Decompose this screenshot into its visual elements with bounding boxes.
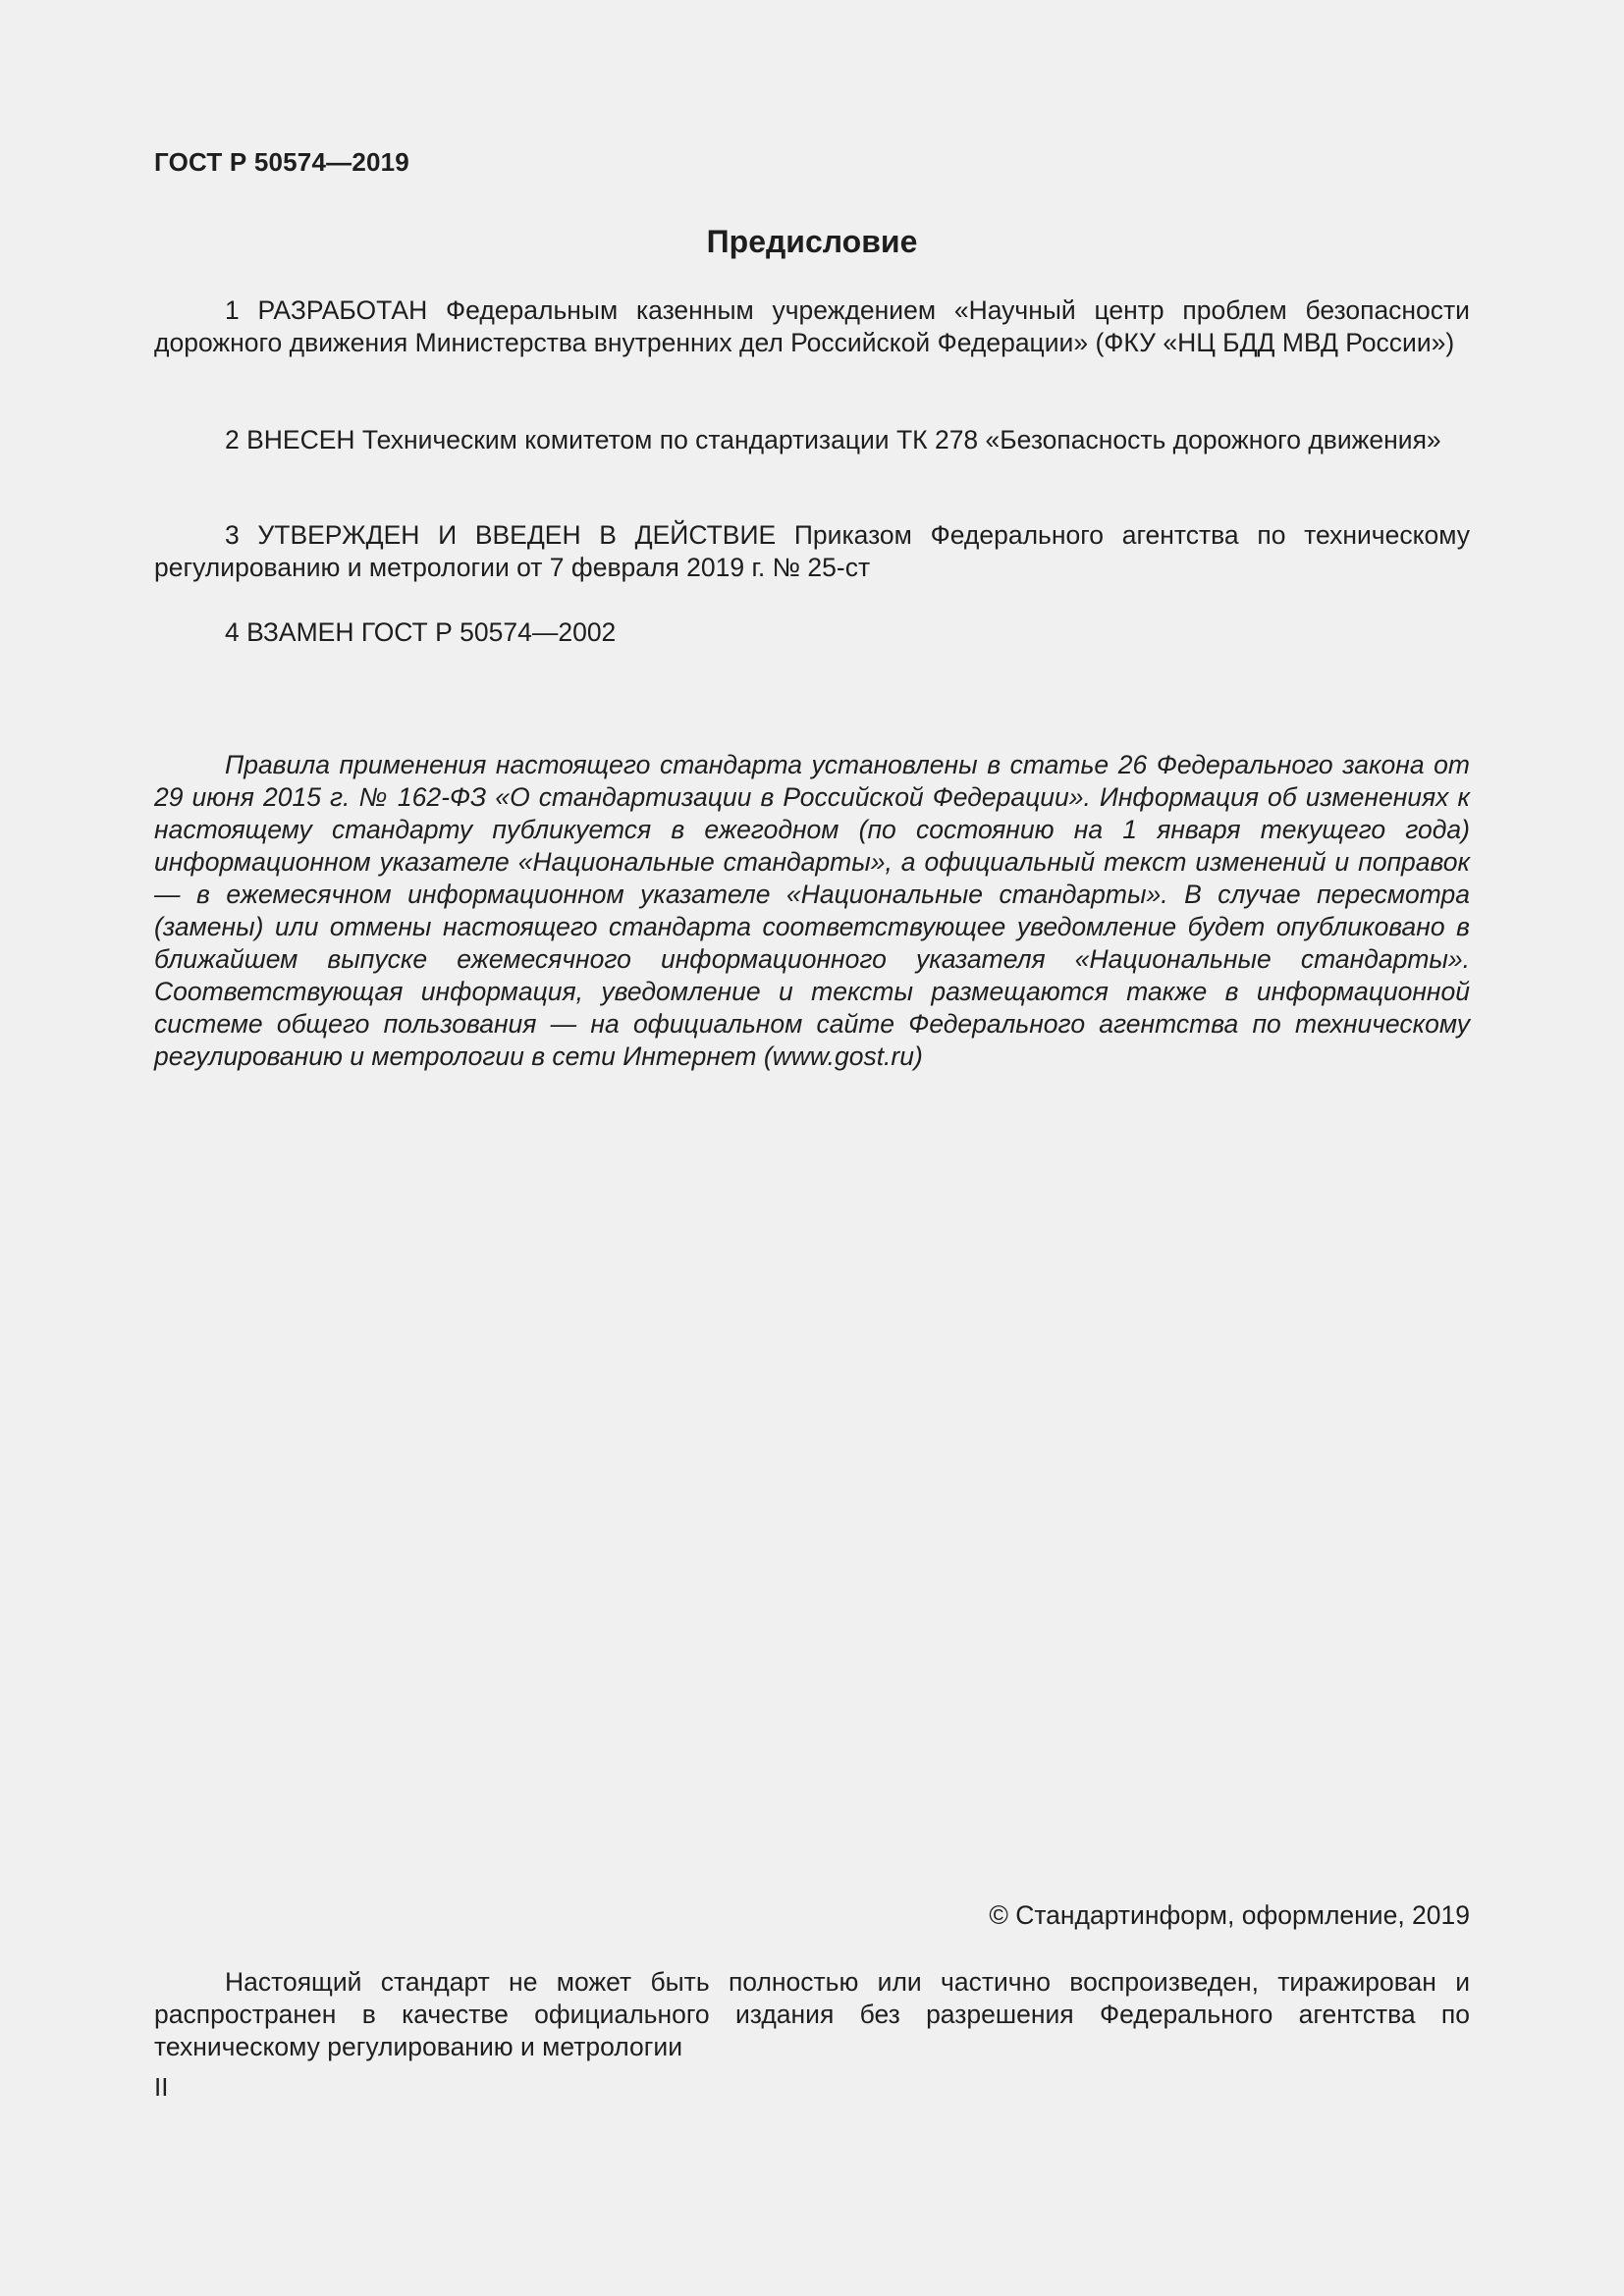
reproduction-notice-text: Настоящий стандарт не может быть полностью или частично воспроизведен, тиражирован и распространен в качестве официального издания без разрешения Федерального агентства по техническому регулированию и метрологии xyxy=(154,1967,1470,2061)
preface-item-1-text: 1 РАЗРАБОТАН Федеральным казенным учреждением «Научный центр проблем безопасности дорожного движения Министерства внутренних дел Российской Федерации» (ФКУ «НЦ БДД МВД России») xyxy=(154,295,1470,357)
document-code: ГОСТ Р 50574—2019 xyxy=(154,147,409,177)
preface-item-3 xyxy=(154,519,1470,584)
copyright-line: © Стандартинформ, оформление, 2019 xyxy=(989,1900,1470,1930)
preface-item-2-text: 2 ВНЕСЕН Техническим комитетом по стандартизации ТК 278 «Безопасность дорожного движения» xyxy=(225,425,1441,454)
page-title: Предисловие xyxy=(706,224,918,259)
rules-note xyxy=(154,749,1470,1073)
page-number: II xyxy=(154,2072,169,2102)
preface-item-4 xyxy=(154,616,1470,649)
rules-note-text: Правила применения настоящего стандарта установлены в статье 26 Федерального закона от 29 июня 2015 г. № 162-ФЗ «О стандартизации в Российской Федерации». Информация об изменениях к настоящему стандарту публикуется в ежегодном (по состоянию на 1 января текущего года) информационном указателе «Национальные стандарты», а официальный текст изменений и поправок — в ежемесячном информационном указателе «Национальные стандарты». В случае пересмотра (замены) или отмены настоящего стандарта соответствующее уведомление будет опубликовано в ближайшем выпуске ежемесячного информационного указателя «Национальные стандарты». Соответствующая информация, уведомление и тексты размещаются также в информационной системе общего пользования — на официальном сайте Федерального агентства по техническому регулированию и метрологии в сети Интернет (www.gost.ru) xyxy=(154,750,1470,1071)
preface-item-1 xyxy=(154,294,1470,359)
preface-item-2 xyxy=(154,424,1470,456)
preface-item-4-text: 4 ВЗАМЕН ГОСТ Р 50574—2002 xyxy=(225,617,617,647)
reproduction-notice xyxy=(154,1966,1470,2063)
preface-item-3-text: 3 УТВЕРЖДЕН И ВВЕДЕН В ДЕЙСТВИЕ Приказом Федерального агентства по техническому регулированию и метрологии от 7 февраля 2019 г. № 25-ст xyxy=(154,520,1470,582)
